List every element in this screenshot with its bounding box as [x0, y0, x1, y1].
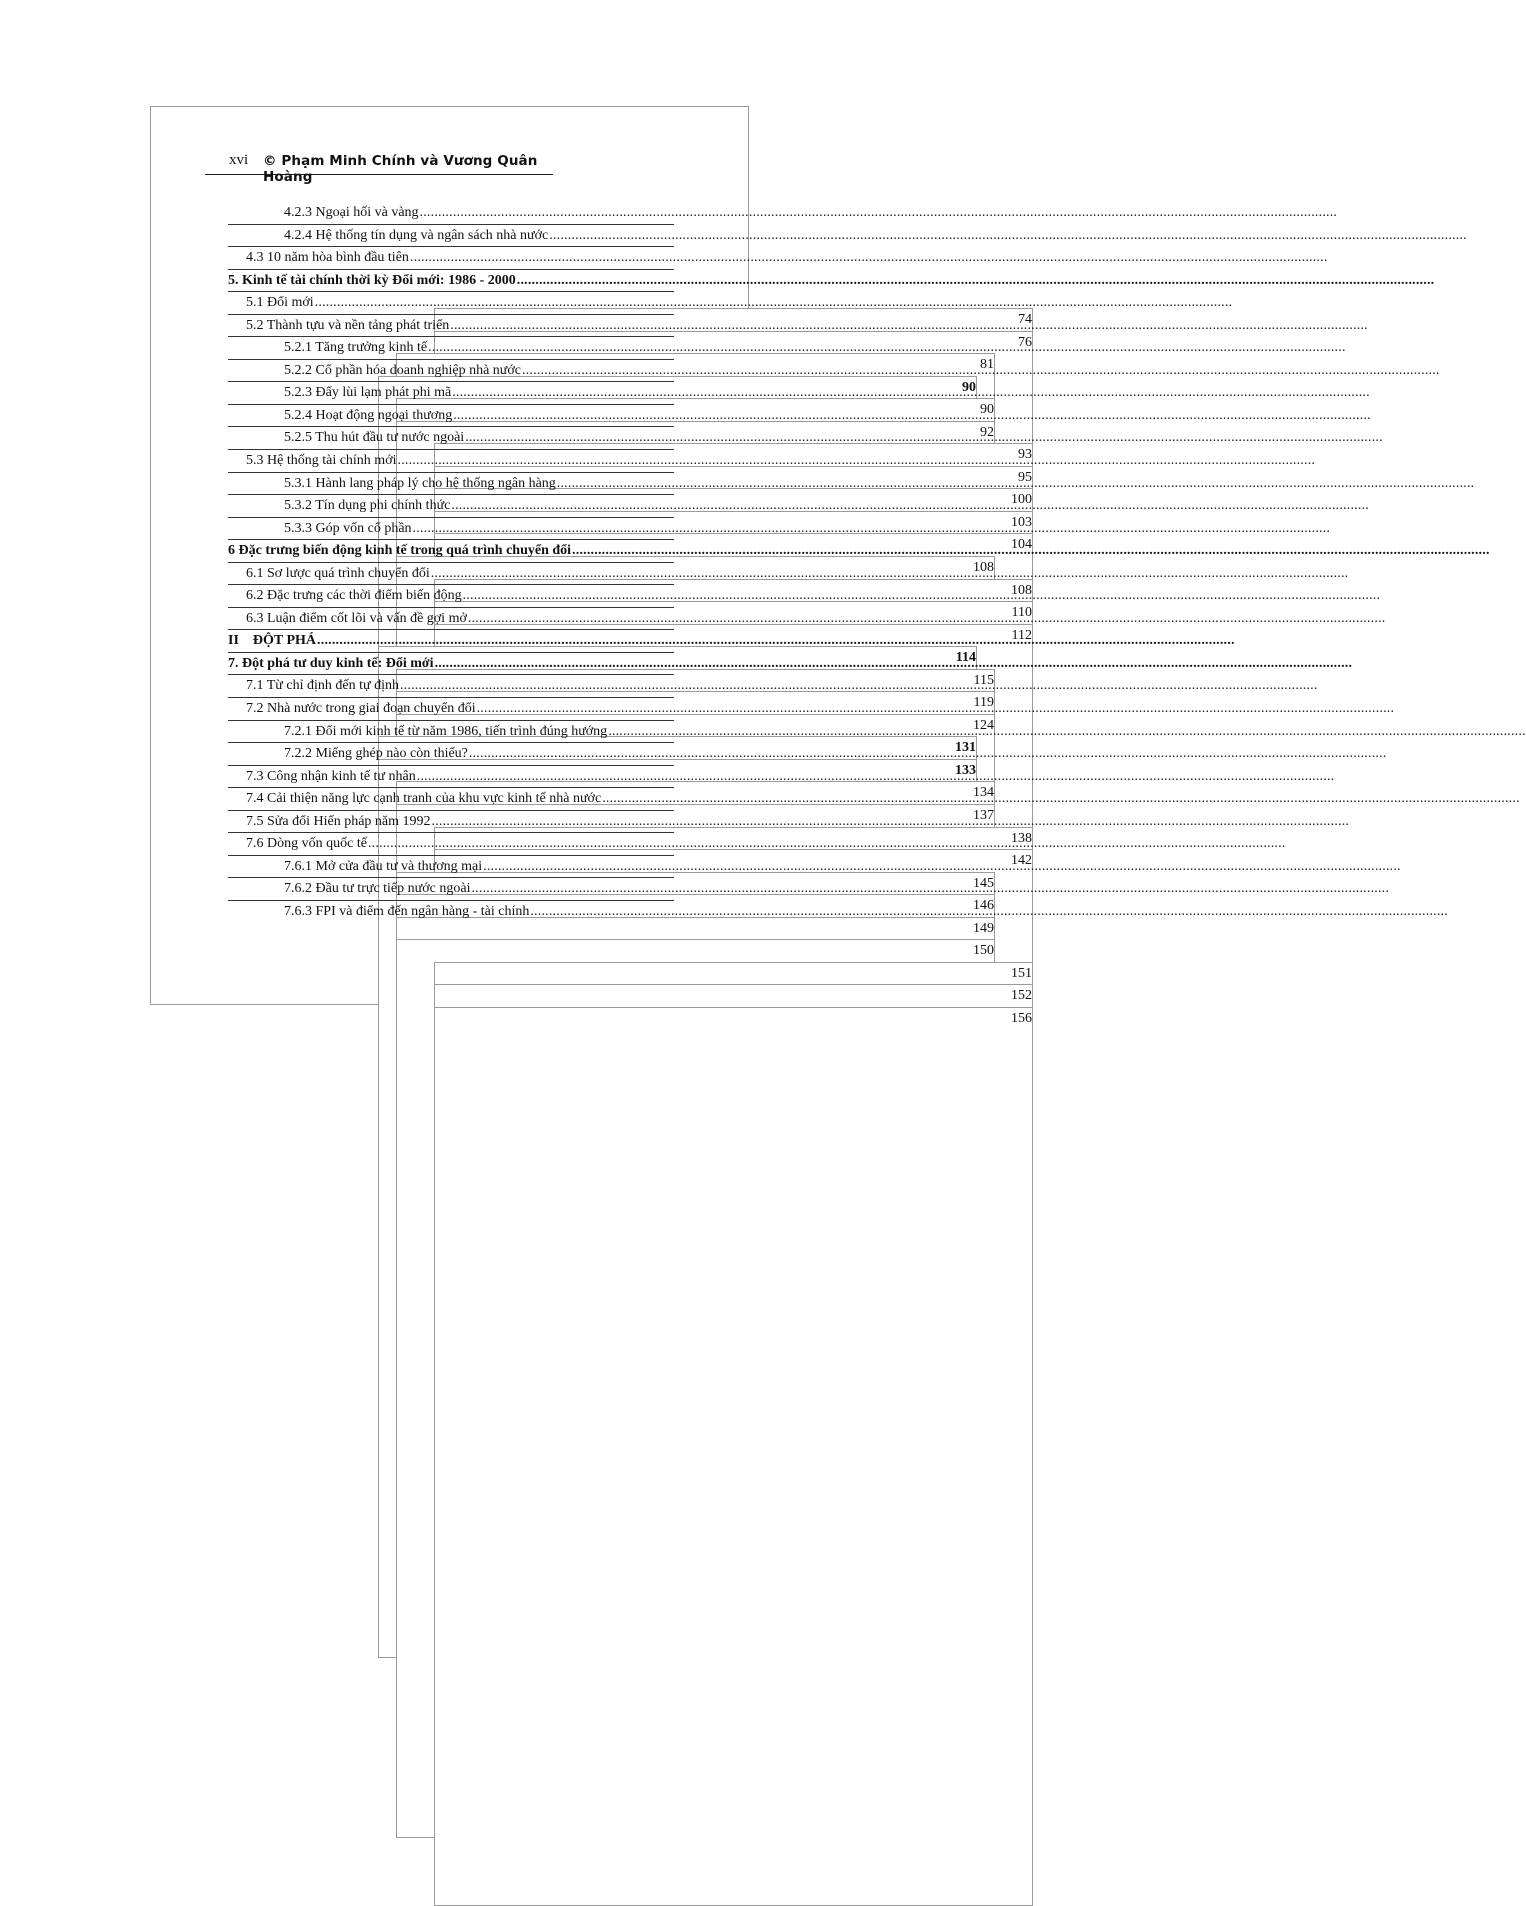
- toc-entry-page: 150: [396, 939, 995, 1838]
- toc-entry-title: 7.6.3 FPI và điểm đến ngân hàng - tài chính: [284, 903, 530, 919]
- toc-entry-page: 110: [434, 601, 1033, 1500]
- toc-entry-page: 92: [396, 421, 995, 1320]
- toc-entry-title: 5.3.3 Góp vốn cổ phần: [284, 520, 412, 536]
- dot-leader: [483, 856, 1401, 878]
- dot-leader: [400, 675, 1318, 697]
- toc-entry-page: 131: [378, 736, 977, 1635]
- toc-entry-page: 146: [396, 894, 995, 1793]
- toc-entry-page: 103: [434, 511, 1033, 1410]
- toc-entry-title: 6.1 Sơ lược quá trình chuyển đổi: [246, 565, 430, 581]
- toc-entry-title: 5.3 Hệ thống tài chính mới: [246, 453, 397, 469]
- dot-leader: [608, 721, 1526, 743]
- toc-entry-page: 142: [434, 849, 1033, 1748]
- toc-entry-title: 5.3.2 Tín dụng phi chính thức: [284, 498, 451, 514]
- toc-entry-page: 74: [434, 308, 1033, 1207]
- toc-entry-page: 156: [434, 1007, 1033, 1906]
- toc-entry-page: 138: [434, 827, 1033, 1726]
- dot-leader: [417, 766, 1335, 788]
- dot-leader: [431, 563, 1349, 585]
- toc-entry-title: 5.1 Đổi mới: [246, 295, 314, 311]
- dot-leader: [517, 270, 1435, 292]
- toc-entry-page: 100: [434, 488, 1033, 1387]
- toc-entry-page: 90: [378, 376, 977, 1275]
- dot-leader: [398, 450, 1316, 472]
- toc-entry-title: 7.2.1 Đổi mới kinh tế từ năm 1986, tiến trình đúng hướng: [284, 723, 608, 739]
- toc-entry-title: 4.2.4 Hệ thống tín dụng và ngân sách nhà nước: [284, 227, 549, 243]
- toc-entry-page: 151: [434, 962, 1033, 1861]
- toc-entry-title: 5.2.2 Cổ phần hóa doanh nghiệp nhà nước: [284, 362, 522, 378]
- toc-entry-title: 7.3 Công nhận kinh tế tư nhân: [246, 768, 416, 784]
- toc-entry-title: 6.2 Đặc trưng các thời điểm biến động: [246, 588, 462, 604]
- toc-entry-page: 114: [378, 646, 977, 1545]
- dot-leader: [465, 427, 1383, 449]
- dot-leader: [315, 292, 1233, 314]
- dot-leader: [452, 382, 1370, 404]
- toc-entry-title: 4.3 10 năm hòa bình đầu tiên: [246, 250, 409, 266]
- toc-entry-title: 7.6.2 Đầu tư trực tiếp nước ngoài: [284, 881, 471, 897]
- toc-entry-page: 81: [396, 353, 995, 1252]
- toc-entry-title: 7.2 Nhà nước trong giai đoạn chuyển đổi: [246, 701, 476, 717]
- dot-leader: [450, 315, 1368, 337]
- dot-leader: [463, 585, 1381, 607]
- toc-entry-title: 7.6.1 Mở cửa đầu tư và thương mại: [284, 858, 483, 874]
- toc-entry-page: 90: [396, 398, 995, 1297]
- toc-entry-page: 134: [396, 781, 995, 1680]
- dot-leader: [410, 247, 1328, 269]
- dot-leader: [469, 743, 1387, 765]
- dot-leader: [420, 202, 1338, 224]
- toc-entry-title: 5.3.1 Hành lang pháp lý cho hệ thống ngân hàng: [284, 475, 556, 491]
- toc-entry-title: 7.5 Sửa đổi Hiến pháp năm 1992: [246, 813, 431, 829]
- toc-entry-title: 7.2.2 Miếng ghép nào còn thiếu?: [284, 746, 468, 762]
- toc-entry-page: 137: [396, 804, 995, 1703]
- toc-entry-title: 5.2.1 Tăng trưởng kinh tế: [284, 340, 428, 356]
- toc-entry-title: 5.2 Thành tựu và nền tảng phát triển: [246, 317, 450, 333]
- toc-entry-page: 119: [396, 691, 995, 1590]
- dot-leader: [368, 833, 1286, 855]
- toc-entry-page: 76: [434, 331, 1033, 1230]
- toc-entry-page: 149: [396, 917, 995, 1816]
- dot-leader: [468, 608, 1386, 630]
- toc-entry-page: 108: [434, 579, 1033, 1478]
- toc-entry-title: 5.2.3 Đẩy lùi lạm phát phi mã: [284, 385, 452, 401]
- table-of-contents: [228, 202, 1032, 1026]
- dot-leader: [453, 405, 1371, 427]
- dot-leader: [549, 225, 1467, 247]
- dot-leader: [432, 811, 1350, 833]
- toc-entry-title: 6.3 Luận điểm cốt lõi và vấn đề gợi mở: [246, 610, 467, 626]
- toc-entry-page: 133: [378, 759, 977, 1658]
- toc-entry-title: 7.1 Từ chỉ định đến tự định: [246, 678, 399, 694]
- page-number: xvi: [229, 152, 249, 168]
- toc-entry-title: 7. Đột phá tư duy kinh tế: Đổi mới: [228, 655, 434, 671]
- toc-entry-page: 108: [396, 556, 995, 1455]
- dot-leader: [572, 540, 1490, 562]
- toc-entry-page: 95: [434, 466, 1033, 1365]
- toc-entry-title: 5.2.5 Thu hút đầu tư nước ngoài: [284, 430, 465, 446]
- running-header: [205, 152, 553, 185]
- toc-entry-title: 5. Kinh tế tài chính thời kỳ Đổi mới: 1986 - 2000: [228, 272, 516, 288]
- dot-leader: [557, 473, 1475, 495]
- toc-entry-page: 93: [434, 443, 1033, 1342]
- dot-leader: [428, 337, 1346, 359]
- toc-entry-page: 104: [434, 533, 1033, 1432]
- dot-leader: [477, 698, 1395, 720]
- dot-leader: [530, 901, 1448, 923]
- toc-entry-title: 6 Đặc trưng biến động kinh tế trong quá trình chuyển đổi: [228, 543, 572, 559]
- dot-leader: [522, 360, 1440, 382]
- dot-leader: [435, 653, 1353, 675]
- toc-entry-title: 5.2.4 Hoạt động ngoại thương: [284, 407, 453, 423]
- toc-entry-title: 7.6 Dòng vốn quốc tế: [246, 836, 367, 852]
- copyright-line: © Phạm Minh Chính và Vương Quân Hoàng: [263, 153, 538, 185]
- toc-entry-page: 145: [396, 872, 995, 1771]
- toc-entry-title: II ĐỘT PHÁ: [228, 633, 317, 649]
- toc-entry-page: 112: [434, 624, 1033, 1523]
- dot-leader: [317, 630, 1235, 652]
- toc-entry-page: 115: [396, 669, 995, 1568]
- toc-entry-title: 4.2.3 Ngoại hối và vàng: [284, 205, 419, 220]
- dot-leader: [602, 788, 1520, 810]
- dot-leader: [413, 518, 1331, 540]
- toc-entry-page: 152: [434, 984, 1033, 1883]
- dot-leader: [471, 878, 1389, 900]
- toc-entry-title: 7.4 Cải thiện năng lực cạnh tranh của khu vực kinh tế nhà nước: [246, 791, 602, 807]
- toc-entry-page: 124: [396, 714, 995, 1613]
- dot-leader: [451, 495, 1369, 517]
